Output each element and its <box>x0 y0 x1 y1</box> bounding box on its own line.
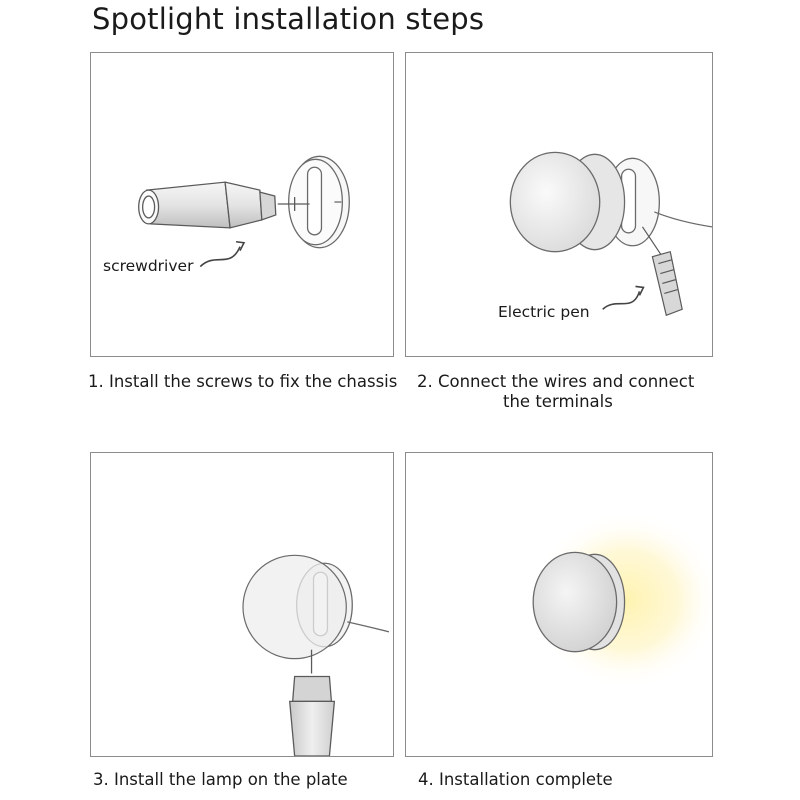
step-2-caption-line-2: the terminals <box>503 392 613 411</box>
step-3-panel <box>90 452 394 757</box>
electric-pen-label: Electric pen <box>498 303 590 321</box>
step-2-panel <box>405 52 713 357</box>
lamp-shade <box>243 555 346 658</box>
step-4-panel <box>405 452 713 757</box>
electric-pen-icon <box>642 227 682 315</box>
screwdriver-icon <box>139 182 310 228</box>
step-1-panel <box>90 52 394 357</box>
page-title: Spotlight installation steps <box>92 2 485 36</box>
step-1-illustration <box>91 53 393 356</box>
arrow-icon <box>603 291 640 309</box>
screwdriver-icon <box>290 650 335 756</box>
step-3-illustration <box>91 453 393 756</box>
lamp-body <box>533 552 624 651</box>
screwdriver-label: screwdriver <box>103 257 194 275</box>
step-4-caption: 4. Installation complete <box>418 770 613 789</box>
step-4-illustration <box>406 453 712 756</box>
wall-chassis-plate <box>289 156 350 247</box>
lamp-shade <box>510 152 624 251</box>
step-2-caption-line-1: 2. Connect the wires and connect <box>417 372 695 391</box>
step-3-caption: 3. Install the lamp on the plate <box>93 770 348 789</box>
arrow-icon <box>200 247 240 267</box>
step-1-caption: 1. Install the screws to fix the chassis <box>88 372 398 391</box>
